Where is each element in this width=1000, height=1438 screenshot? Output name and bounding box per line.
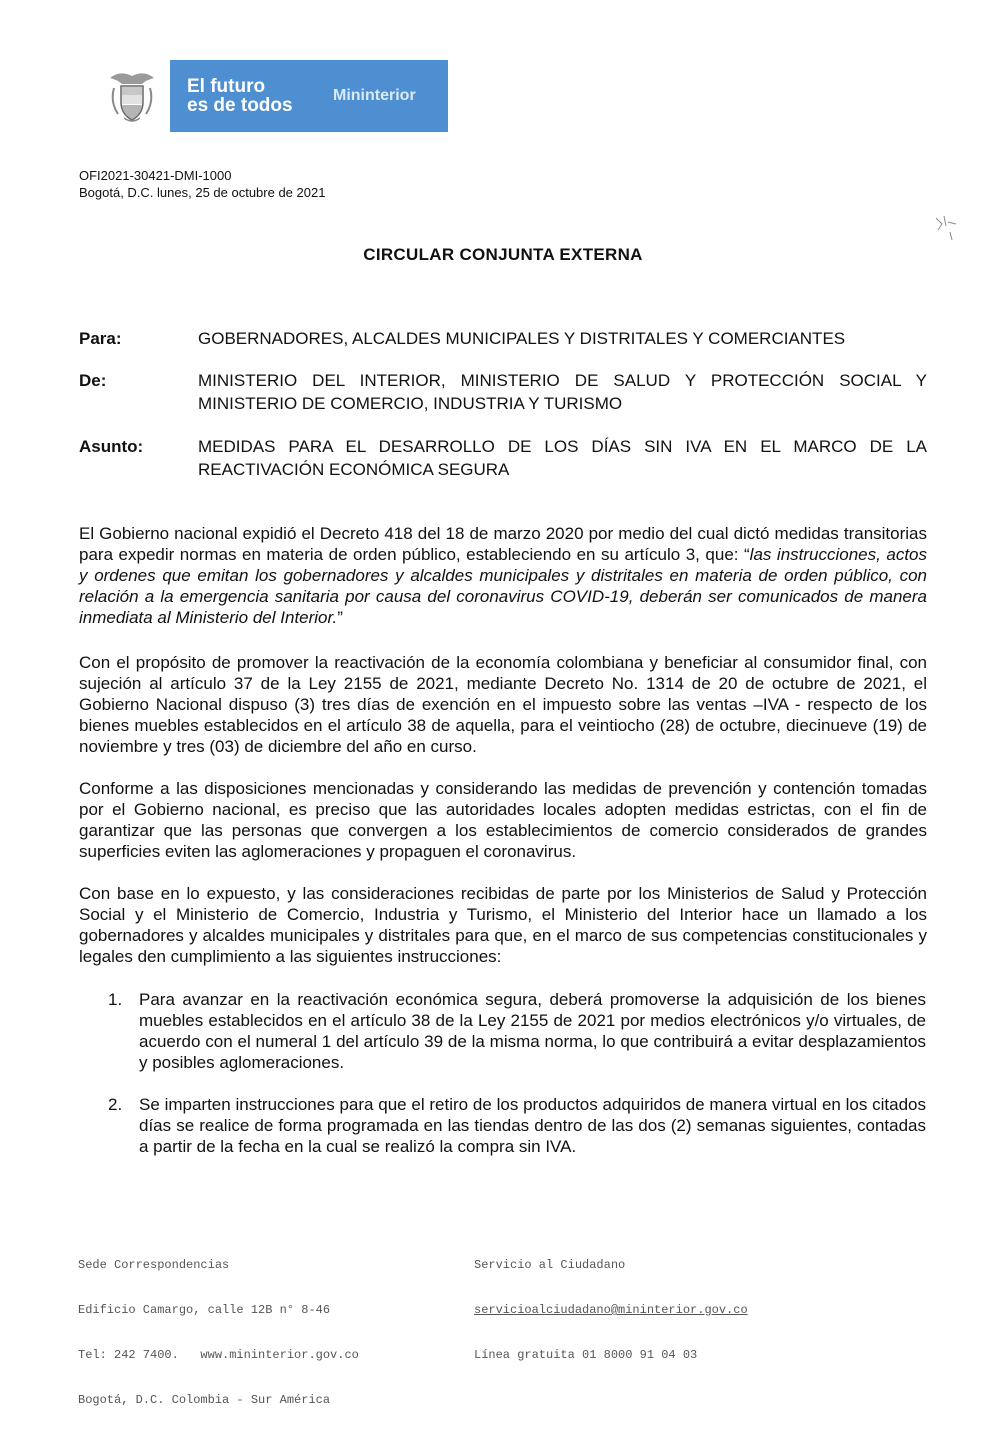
paragraph-1-end: ” — [337, 608, 343, 627]
meta-de-value: MINISTERIO DEL INTERIOR, MINISTERIO DE SALUD Y PROTECCIÓN SOCIAL Y MINISTERIO DE COMERCIO, INDUSTRIA Y TURISMO — [198, 371, 927, 413]
paragraph-1-quote: las instrucciones, actos y ordenes que emitan los gobernadores y alcaldes municipales y distritales en materia de orden público, con relación a la emergencia sanitaria por causa del coronavirus COVID-19, deberán ser comunicados de manera inmediata al Ministerio del Interior. — [79, 545, 927, 627]
footer-correspondence — [78, 1228, 359, 1438]
footer-left-line-2: Edificio Camargo, calle 12B n° 8-46 — [78, 1303, 331, 1317]
footer-left-line-1: Sede Correspondencias — [78, 1258, 230, 1272]
meta-asunto-row — [79, 435, 927, 481]
footer-right-line-3: Línea gratuita 01 8000 91 04 03 — [474, 1348, 698, 1362]
meta-para-label: Para: — [79, 329, 122, 348]
colombia-coat-of-arms-icon — [104, 68, 160, 124]
list-item-number: 2. — [108, 1095, 123, 1114]
meta-para-value: GOBERNADORES, ALCALDES MUNICIPALES Y DISTRITALES Y COMERCIANTES — [198, 329, 846, 348]
footer-left-line-4: Bogotá, D.C. Colombia - Sur América — [78, 1393, 331, 1407]
scan-mark-icon — [928, 210, 962, 250]
list-item-text: Se imparten instrucciones para que el retiro de los productos adquiridos de manera virtual en los citados días se realice de forma programada en las tiendas dentro de las dos (2) semanas siguientes, contadas a partir de la fecha en la cual se realizó la compra sin IVA. — [139, 1095, 926, 1156]
government-banner — [170, 60, 448, 132]
meta-asunto-label: Asunto: — [79, 437, 144, 456]
banner-line-1: El futuro — [187, 76, 266, 97]
footer-right-line-1: Servicio al Ciudadano — [474, 1258, 626, 1272]
list-item-text: Para avanzar en la reactivación económica segura, deberá promoverse la adquisición de los bienes muebles establecidos en el artículo 38 de la Ley 2155 de 2021 por medios electrónicos y/o virtuales, de acuerdo con el numeral 1 del artículo 39 de la misma norma, lo que contribuirá a evitar desplazamientos y posibles aglomeraciones. — [139, 990, 926, 1072]
list-item — [108, 1094, 926, 1157]
paragraph-1 — [79, 523, 927, 628]
footer-email-link[interactable]: servicioalciudadano@mininterior.gov.co — [474, 1303, 748, 1317]
meta-de-row — [79, 369, 927, 415]
paragraph-2: Con el propósito de promover la reactivación de la economía colombiana y beneficiar al consumidor final, con sujeción al artículo 37 de la Ley 2155 de 2021, mediante Decreto No. 1314 de 20 de octubre de 2021, el Gobierno Nacional dispuso (3) tres días de exención en el impuesto sobre las ventas –IVA - respecto de los bienes muebles establecidos en el artículo 38 de aquella, para el veintiocho (28) de octubre, diecinueve (19) de noviembre y tres (03) de diciembre del año en curso. — [79, 653, 927, 756]
banner-line-2: es de todos — [187, 95, 293, 116]
paragraph-1-text: El Gobierno nacional expidió el Decreto 418 del 18 de marzo 2020 por medio del cual dictó medidas transitorias para expedir normas en materia de orden público, estableciendo en su artículo 3, que: “ — [79, 524, 927, 564]
meta-para-row — [79, 327, 927, 350]
banner-brand: Mininterior — [333, 87, 416, 104]
meta-asunto-value: MEDIDAS PARA EL DESARROLLO DE LOS DÍAS SIN IVA EN EL MARCO DE LA REACTIVACIÓN ECONÓMICA SEGURA — [198, 437, 927, 479]
paragraph-4: Con base en lo expuesto, y las consideraciones recibidas de parte por los Ministerios de Salud y Protección Social y el Ministerio de Comercio, Industria y Turismo, el Ministerio del Interior hace un llamado a los gobernadores y alcaldes municipales y distritales para que, en el marco de sus competencias constitucionales y legales den cumplimiento a las siguientes instrucciones: — [79, 884, 927, 966]
document-reference — [79, 167, 325, 201]
list-item-number: 1. — [108, 990, 123, 1009]
reference-code: OFI2021-30421-DMI-1000 — [79, 168, 232, 183]
banner-slogan — [170, 77, 315, 115]
place-date: Bogotá, D.C. lunes, 25 de octubre de 2021 — [79, 185, 326, 200]
footer-left-line-3: Tel: 242 7400. www.mininterior.gov.co — [78, 1348, 359, 1362]
meta-de-label: De: — [79, 371, 107, 390]
list-item — [108, 989, 926, 1073]
paragraph-3: Conforme a las disposiciones mencionadas y considerando las medidas de prevención y contención tomadas por el Gobierno nacional, es preciso que las autoridades locales adopten medidas estrictas, con el fin de garantizar que las personas que convergen a los establecimientos de comercio considerados de grandes superficies eviten las aglomeraciones y propaguen el coronavirus. — [79, 779, 927, 861]
footer-citizen-service — [474, 1228, 748, 1393]
document-title: CIRCULAR CONJUNTA EXTERNA — [363, 245, 643, 264]
